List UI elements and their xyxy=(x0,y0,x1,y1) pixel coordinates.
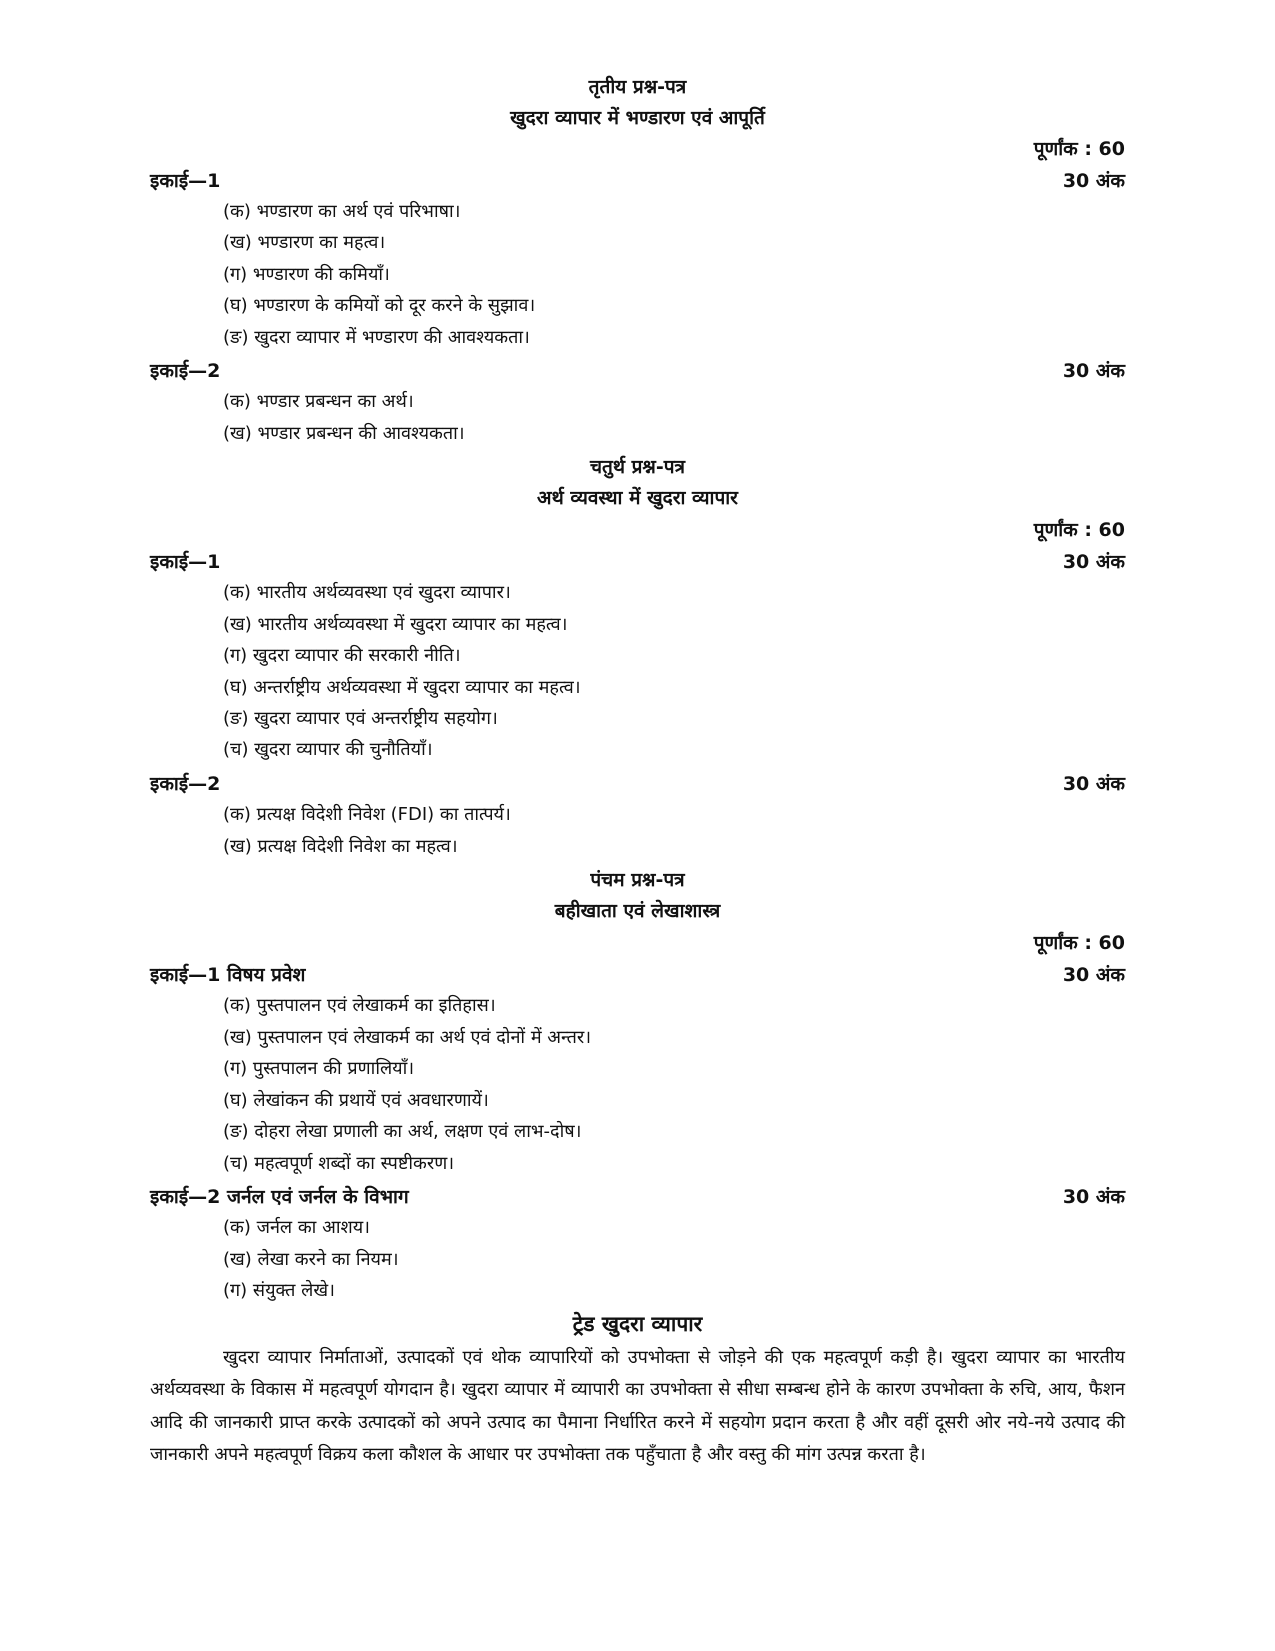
paper-heading: चतुर्थ प्रश्न-पत्र xyxy=(589,456,686,478)
paper-title: अर्थ व्यवस्था में खुदरा व्यापार xyxy=(537,487,738,509)
list-item: (क) पुस्तपालन एवं लेखाकर्म का इतिहास। xyxy=(223,995,496,1016)
list-item: (क) भारतीय अर्थव्यवस्था एवं खुदरा व्यापार। xyxy=(223,582,511,603)
list-item: (ख) प्रत्यक्ष विदेशी निवेश का महत्व। xyxy=(223,836,458,857)
list-item: (ग) खुदरा व्यापार की सरकारी नीति। xyxy=(223,645,461,666)
unit-marks: 30 अंक xyxy=(1062,1186,1125,1208)
paper-title: बहीखाता एवं लेखाशास्त्र xyxy=(554,900,721,922)
list-item: (ख) भण्डारण का महत्व। xyxy=(223,232,386,253)
unit-label: इकाई—1 xyxy=(150,170,221,192)
list-item: (क) भण्डार प्रबन्धन का अर्थ। xyxy=(223,391,414,412)
paper-title: खुदरा व्यापार में भण्डारण एवं आपूर्ति xyxy=(510,107,765,129)
list-item: (घ) अन्तर्राष्ट्रीय अर्थव्यवस्था में खुदरा व्यापार का महत्व। xyxy=(223,677,581,698)
list-item: (घ) भण्डारण के कमियों को दूर करने के सुझाव। xyxy=(223,295,536,316)
unit-label xyxy=(150,1188,409,1207)
unit-label: इकाई—2 xyxy=(150,360,221,382)
unit-marks: 30 अंक xyxy=(1062,773,1125,795)
list-item: (ङ) खुदरा व्यापार एवं अन्तर्राष्ट्रीय सहयोग। xyxy=(223,708,498,729)
list-item: (क) जर्नल का आशय। xyxy=(223,1217,370,1238)
list-item: (ग) भण्डारण की कमियाँ। xyxy=(223,264,390,285)
list-item: (ख) पुस्तपालन एवं लेखाकर्म का अर्थ एवं दोनों में अन्तर। xyxy=(223,1027,592,1048)
max-marks: पूर्णांक : 60 xyxy=(1033,519,1125,541)
list-item: (ग) संयुक्त लेखे। xyxy=(223,1280,335,1301)
list-item: (ग) पुस्तपालन की प्रणालियाँ। xyxy=(223,1058,415,1079)
trade-paragraph: खुदरा व्यापार निर्माताओं, उत्पादकों एवं थोक व्यापारियों को उपभोक्ता से जोड़ने की एक महत्वपूर्ण कड़ी है। खुदरा व्यापार का भारतीय अर्थव्यवस्था के विकास में महत्वपूर्ण योगदान है। खुदरा व्यापार में व्यापारी का उपभोक्ता से सीधा सम्बन्ध होने के कारण उपभोक्ता के रुचि, आय, फैशन आदि की जानकारी प्राप्त करके उत्पादकों को अपने उत्पाद का पैमाना निर्धारित करने में सहयोग प्रदान करता है और वहीं दूसरी ओर नये-नये उत्पाद की जानकारी अपने महत्वपूर्ण विक्रय कला कौशल के आधार पर उपभोक्ता तक पहुँचाता है और वस्तु की मांग उत्पन्न करता है। xyxy=(150,1347,1125,1466)
max-marks: पूर्णांक : 60 xyxy=(1033,932,1125,954)
list-item: (घ) लेखांकन की प्रथायें एवं अवधारणायें। xyxy=(223,1090,489,1111)
list-item: (ख) भारतीय अर्थव्यवस्था में खुदरा व्यापार का महत्व। xyxy=(223,614,568,635)
trade-title: ट्रेड खुदरा व्यापार xyxy=(572,1312,703,1336)
max-marks: पूर्णांक : 60 xyxy=(1033,138,1125,160)
unit-marks: 30 अंक xyxy=(1062,360,1125,382)
unit-number: इकाई—2 xyxy=(150,1186,221,1208)
unit-marks: 30 अंक xyxy=(1062,964,1125,986)
list-item: (क) भण्डारण का अर्थ एवं परिभाषा। xyxy=(223,201,461,222)
unit-marks: 30 अंक xyxy=(1062,551,1125,573)
paper-heading: तृतीय प्रश्न-पत्र xyxy=(588,76,687,98)
list-item: (च) महत्वपूर्ण शब्दों का स्पष्टीकरण। xyxy=(223,1153,455,1174)
unit-label xyxy=(150,966,305,985)
unit-label: इकाई—1 xyxy=(150,551,221,573)
list-item: (ख) भण्डार प्रबन्धन की आवश्यकता। xyxy=(223,423,465,444)
list-item: (ख) लेखा करने का नियम। xyxy=(223,1249,399,1270)
unit-subtitle: विषय प्रवेश xyxy=(227,964,306,986)
unit-marks: 30 अंक xyxy=(1062,170,1125,192)
list-item: (ङ) दोहरा लेखा प्रणाली का अर्थ, लक्षण एवं लाभ-दोष। xyxy=(223,1121,582,1142)
paper-heading: पंचम प्रश्न-पत्र xyxy=(590,869,685,891)
list-item: (च) खुदरा व्यापार की चुनौतियाँ। xyxy=(223,739,433,760)
list-item: (ङ) खुदरा व्यापार में भण्डारण की आवश्यकता। xyxy=(223,327,530,348)
unit-subtitle: जर्नल एवं जर्नल के विभाग xyxy=(227,1186,409,1208)
unit-label: इकाई—2 xyxy=(150,773,221,795)
list-item: (क) प्रत्यक्ष विदेशी निवेश (FDI) का तात्पर्य। xyxy=(223,804,511,825)
unit-number: इकाई—1 xyxy=(150,964,221,986)
